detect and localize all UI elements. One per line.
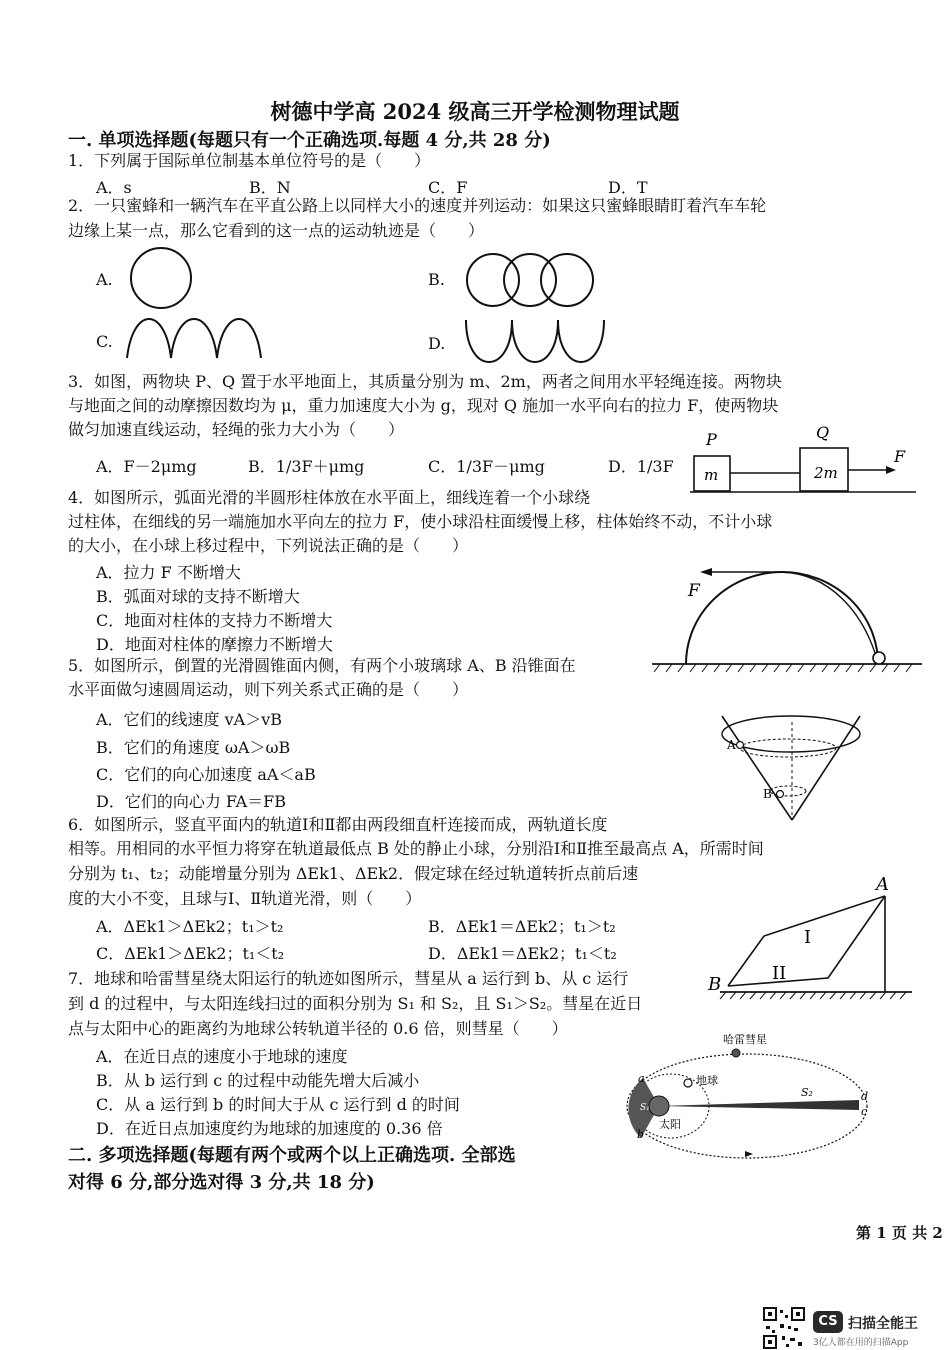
q5-fig-label-a: A: [727, 738, 736, 752]
q6-stem-line3: 分别为 t₁、t₂；动能增量分别为 ΔEk1、ΔEk2．假定球在经过轨道转折点前后速: [68, 864, 639, 883]
q7-option-b: B．从 b 运行到 c 的过程中动能先增大后减小: [96, 1071, 420, 1090]
q7-option-a: A．在近日点的速度小于地球的速度: [96, 1047, 348, 1066]
q4-option-d: D．地面对柱体的摩擦力不断增大: [96, 635, 333, 654]
q4-option-a: A．拉力 F 不断增大: [96, 563, 241, 582]
q2-figure-b-loops: [465, 252, 595, 308]
q3-option-b: B．1/3F＋μmg: [248, 457, 365, 476]
q2-stem-line1: 2．一只蜜蜂和一辆汽车在平直公路上以同样大小的速度并列运动：如果这只蜜蜂眼睛盯着汽车车轮: [68, 196, 767, 215]
q5-stem-line1: 5．如图所示，倒置的光滑圆锥面内侧，有两个小玻璃球 A、B 沿锥面在: [68, 656, 576, 675]
q2-stem-line2: 边缘上某一点，那么它看到的这一点的运动轨迹是（ ）: [68, 221, 485, 240]
q5-option-b: B．它们的角速度 ωA＞ωB: [96, 738, 291, 757]
q3-option-d: D．1/3F: [608, 457, 674, 476]
q4-stem-line1: 4．如图所示，弧面光滑的半圆形柱体放在水平面上，细线连着一个小球绕: [68, 488, 591, 507]
q6-fig-label-track-ii: II: [772, 963, 787, 984]
q3-option-a: A．F－2μmg: [96, 457, 197, 476]
q6-option-b: B．ΔEk1＝ΔEk2；t₁＞t₂: [428, 917, 616, 936]
q4-stem-line2: 过柱体，在细线的另一端施加水平向左的拉力 F，使小球沿柱面缓慢上移，柱体始终不动，不计小球: [68, 512, 773, 531]
q4-fig-label-f: F: [688, 581, 700, 601]
q6-fig-label-a: A: [876, 874, 889, 895]
q5-option-a: A．它们的线速度 vA＞vB: [96, 710, 283, 729]
q3-fig-label-m: m: [704, 466, 719, 484]
q3-fig-label-2m: 2m: [814, 464, 838, 482]
q7-fig-label-b: b: [637, 1128, 645, 1141]
exam-title: 树德中学高 2024 级高三开学检测物理试题: [270, 99, 680, 124]
q6-stem-line4: 度的大小不变，且球与Ⅰ、Ⅱ轨道光滑，则（ ）: [68, 889, 422, 908]
q6-fig-label-b: B: [708, 974, 722, 995]
q5-figure-cone: [718, 712, 868, 824]
q7-fig-label-s1: S₁: [640, 1103, 650, 1113]
page-footer: 第 1 页 共 2: [856, 1224, 943, 1242]
q5-option-c: C．它们的向心加速度 aA＜aB: [96, 765, 316, 784]
q7-fig-label-earth: 地球: [696, 1074, 718, 1087]
q7-fig-label-sun: 太阳: [659, 1118, 681, 1131]
q5-fig-label-b: B: [763, 787, 772, 801]
scanner-logo-icon: CS: [813, 1311, 843, 1333]
q7-fig-label-d: d: [861, 1090, 869, 1103]
section-2-heading-line2: 对得 6 分,部分选对得 3 分,共 18 分): [68, 1172, 375, 1193]
scanner-brand-name: 扫描全能王: [848, 1316, 918, 1332]
q1-stem: 1．下列属于国际单位制基本单位符号的是（ ）: [68, 151, 431, 170]
qr-code-icon: [762, 1306, 806, 1350]
q4-option-c: C．地面对柱体的支持力不断增大: [96, 611, 333, 630]
q7-fig-label-a: a: [638, 1072, 645, 1085]
q7-stem-line1: 7．地球和哈雷彗星绕太阳运行的轨迹如图所示，彗星从 a 运行到 b、从 c 运行: [68, 969, 629, 988]
q7-fig-label-c: c: [861, 1105, 868, 1118]
q2-figure-a-circle: [130, 246, 192, 310]
q4-option-b: B．弧面对球的支持不断增大: [96, 587, 300, 606]
q2-figure-d-trochoid: [462, 316, 607, 366]
q6-stem-line1: 6．如图所示，竖直平面内的轨道Ⅰ和Ⅱ都由两段细直杆连接而成，两轨道长度: [68, 815, 608, 834]
q7-stem-line3: 点与太阳中心的距离约为地球公转轨道半径的 0.6 倍，则彗星（ ）: [68, 1019, 568, 1038]
q6-figure-tracks: [700, 872, 920, 1002]
q6-option-c: C．ΔEk1＞ΔEk2；t₁＜t₂: [96, 944, 285, 963]
q2-label-a: A.: [96, 270, 113, 289]
q7-figure-orbits: [615, 1030, 885, 1165]
section-1-heading: 一. 单项选择题(每题只有一个正确选项.每题 4 分,共 28 分): [68, 130, 551, 151]
q7-fig-label-s2: S₂: [801, 1086, 813, 1099]
q1-option-c: C．F: [428, 178, 468, 197]
q3-option-c: C．1/3F－μmg: [428, 457, 545, 476]
q6-option-a: A．ΔEk1＞ΔEk2；t₁＞t₂: [96, 917, 284, 936]
q3-fig-label-f: F: [894, 447, 906, 466]
q2-label-c: C.: [96, 332, 113, 351]
q4-stem-line3: 的大小，在小球上移过程中，下列说法正确的是（ ）: [68, 536, 469, 555]
q7-stem-line2: 到 d 的过程中，与太阳连线扫过的面积分别为 S₁ 和 S₂，且 S₁＞S₂。彗星在近日: [68, 994, 643, 1013]
section-2-heading-line1: 二. 多项选择题(每题有两个或两个以上正确选项. 全部选: [68, 1145, 516, 1166]
q3-stem-line3: 做匀加速直线运动，轻绳的张力大小为（ ）: [68, 420, 405, 439]
q2-label-b: B.: [428, 270, 445, 289]
q3-stem-line1: 3．如图，两物块 P、Q 置于水平地面上，其质量分别为 m、2m，两者之间用水平轻绳连接。两物块: [68, 372, 782, 391]
q6-stem-line2: 相等。用相同的水平恒力将穿在轨道最低点 B 处的静止小球，分别沿Ⅰ和Ⅱ推至最高点 A，所需时间: [68, 839, 764, 858]
q3-fig-label-p: P: [706, 430, 717, 449]
q3-figure-blocks: [688, 423, 918, 498]
scanner-tagline: 3亿人都在用的扫描App: [813, 1338, 909, 1348]
q1-option-d: D．T: [608, 178, 648, 197]
q7-fig-label-comet: 哈雷彗星: [723, 1033, 767, 1046]
q4-figure-half-cylinder: [650, 562, 925, 677]
q7-option-c: C．从 a 运行到 b 的时间大于从 c 运行到 d 的时间: [96, 1095, 460, 1114]
q7-option-d: D．在近日点加速度约为地球的加速度的 0.36 倍: [96, 1119, 443, 1138]
q6-fig-label-track-i: I: [804, 927, 812, 948]
q1-option-a: A．s: [96, 178, 132, 197]
q3-stem-line2: 与地面之间的动摩擦因数均为 μ，重力加速度大小为 g，现对 Q 施加一水平向右的拉力 F，使两物块: [68, 396, 779, 415]
q6-option-d: D．ΔEk1＝ΔEk2；t₁＜t₂: [428, 944, 617, 963]
q5-stem-line2: 水平面做匀速圆周运动，则下列关系式正确的是（ ）: [68, 680, 469, 699]
q5-option-d: D．它们的向心力 FA＝FB: [96, 792, 287, 811]
q2-label-d: D.: [428, 334, 446, 353]
q3-fig-label-q: Q: [816, 423, 830, 442]
q1-option-b: B．N: [249, 178, 291, 197]
q2-figure-c-cycloid: [125, 312, 265, 362]
